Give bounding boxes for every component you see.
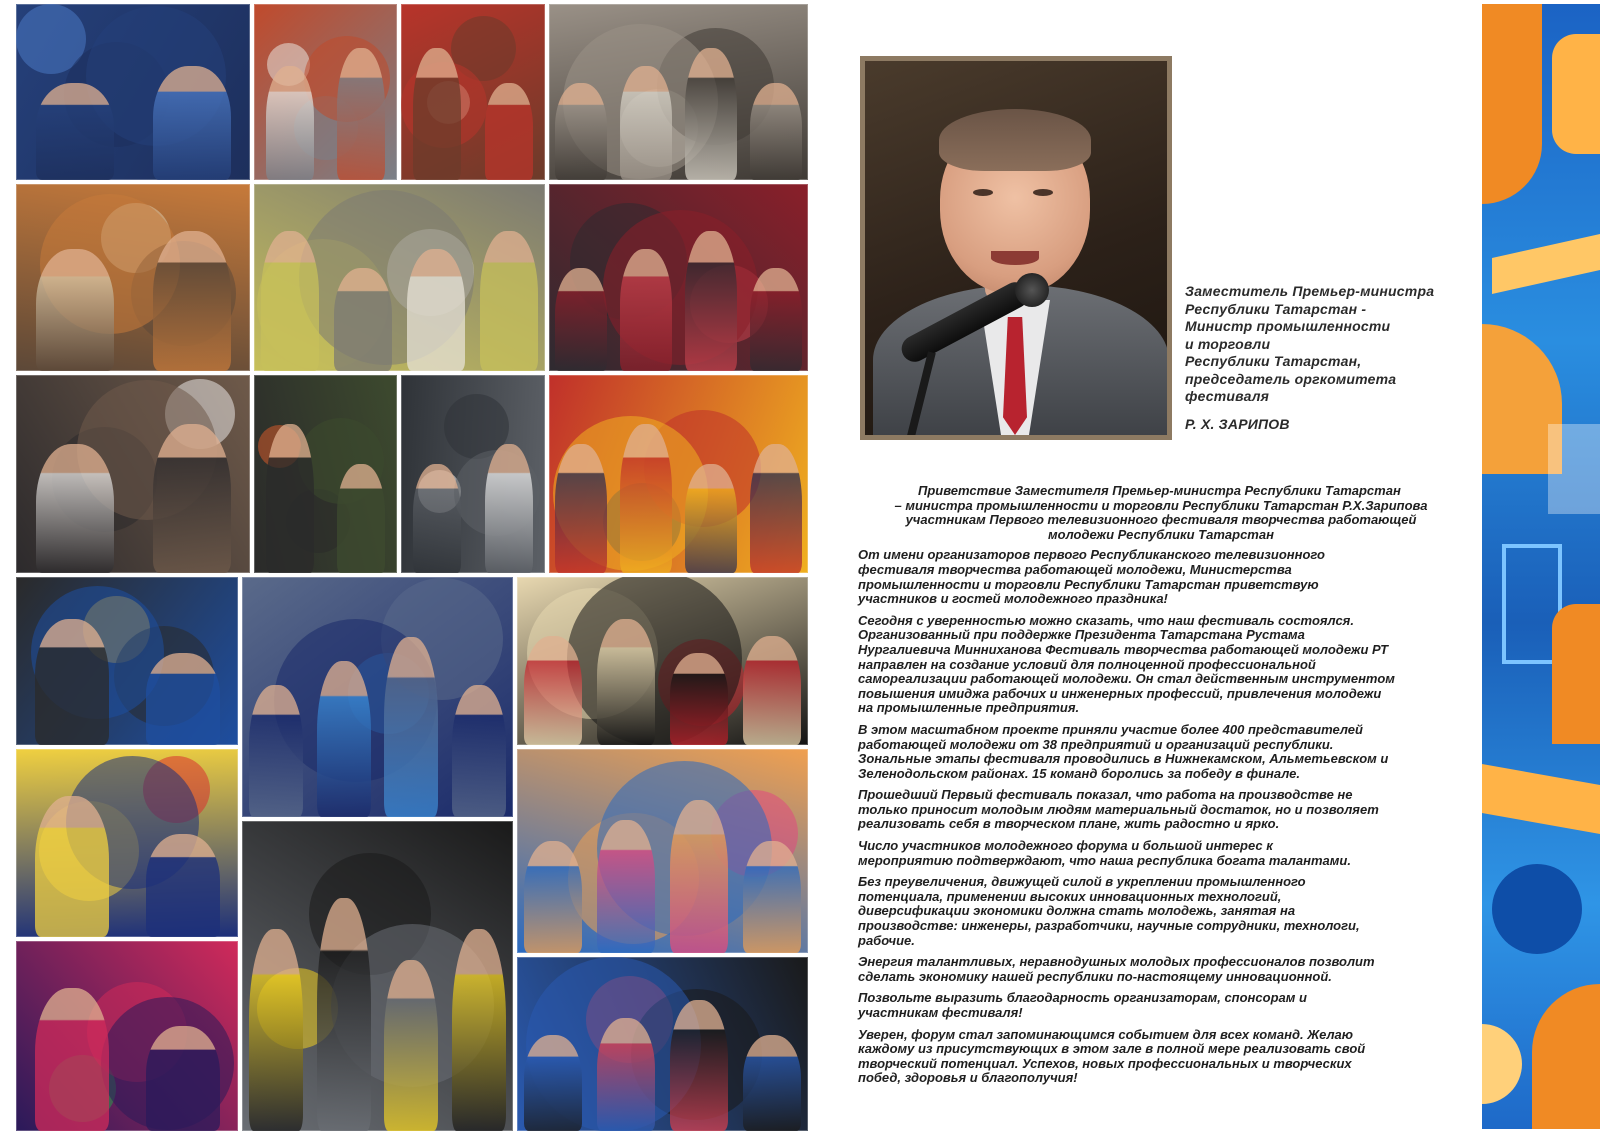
paragraph-line: Организованный при поддержке Президента Татарстана Рустама bbox=[858, 627, 1305, 643]
collage-photo bbox=[401, 375, 545, 573]
collage-photo bbox=[517, 749, 808, 953]
collage-photo bbox=[16, 4, 250, 180]
paragraph-line: на промышленные предприятия. bbox=[858, 700, 1080, 716]
caption-line: председатель оргкомитета bbox=[1185, 370, 1397, 387]
paragraph-line: побед, здоровья и благополучия! bbox=[858, 1070, 1078, 1086]
greeting-body bbox=[858, 548, 1464, 1086]
collage-photo bbox=[401, 4, 545, 180]
collage-photo bbox=[16, 184, 250, 371]
paragraph-line: Прошедший Первый фестиваль показал, что работа на производстве не bbox=[858, 787, 1353, 803]
paragraph-line: участникам фестиваля! bbox=[858, 1005, 1023, 1020]
portrait-caption bbox=[1185, 283, 1475, 433]
collage-photo bbox=[549, 4, 808, 180]
greeting-paragraph bbox=[858, 1028, 1464, 1086]
paragraph-line: участников и гостей молодежного праздника! bbox=[858, 591, 1168, 607]
paragraph-line: только приносит молодым людям материальный достаток, но и позволяет bbox=[858, 801, 1379, 817]
paragraph-line: Уверен, форум стал запоминающимся событием для всех команд. Желаю bbox=[858, 1026, 1354, 1042]
greeting-paragraph bbox=[858, 614, 1464, 716]
greeting-paragraph bbox=[858, 991, 1464, 1020]
heading-line: молодежи Республики Татарстан bbox=[1048, 526, 1274, 542]
collage-photo bbox=[16, 375, 250, 573]
collage-photo bbox=[254, 184, 545, 371]
collage-photo bbox=[242, 577, 513, 817]
greeting-paragraph bbox=[858, 788, 1464, 832]
paragraph-line: каждому из присутствующих в этом зале в полной мере реализовать свой bbox=[858, 1041, 1366, 1057]
paragraph-line: фестиваля творчества работающей молодежи, Министерства bbox=[858, 561, 1292, 577]
paragraph-line: направлен на создание условий для полноценной профессиональной bbox=[858, 656, 1316, 672]
paragraph-line: диверсификации экономики должна стать молодежь, занятая на bbox=[858, 903, 1296, 919]
caption-line: и торговли bbox=[1185, 335, 1271, 352]
collage-photo bbox=[549, 375, 808, 573]
paragraph-line: Сегодня с уверенностью можно сказать, что наш фестиваль состоялся. bbox=[858, 612, 1354, 628]
caption-name: Р. Х. ЗАРИПОВ bbox=[1185, 415, 1290, 432]
collage-photo bbox=[517, 577, 808, 745]
paragraph-line: повышения имиджа рабочих и инженерных профессий, привлечения молодежи bbox=[858, 685, 1382, 701]
paragraph-line: потенциала, применении высоких инновационных технологий, bbox=[858, 888, 1282, 904]
collage-photo bbox=[254, 375, 397, 573]
collage-photo bbox=[16, 941, 238, 1131]
caption-line: Заместитель Премьер-министра bbox=[1185, 283, 1435, 299]
paragraph-line: В этом масштабном проекте приняли участие более 400 представителей bbox=[858, 721, 1363, 737]
paragraph-line: Нургалиевича Минниханова Фестиваль творчества работающей молодежи РТ bbox=[858, 641, 1389, 657]
paragraph-line: работающей молодежи от 38 предприятий и организаций республики. bbox=[858, 736, 1334, 752]
collage-photo bbox=[16, 749, 238, 937]
paragraph-line: Без преувеличения, движущей силой в укреплении промышленного bbox=[858, 874, 1306, 890]
collage-photo bbox=[16, 577, 238, 745]
greeting-paragraph bbox=[858, 723, 1464, 781]
collage-photo bbox=[242, 821, 513, 1131]
paragraph-line: самореализации работающей молодежи. Он стал действенным инструментом bbox=[858, 671, 1395, 687]
paragraph-line: Позвольте выразить благодарность организаторам, спонсорам и bbox=[858, 990, 1307, 1006]
paragraph-line: рабочие. bbox=[858, 932, 915, 948]
caption-line: Министр промышленности bbox=[1185, 318, 1391, 334]
paragraph-line: Зональные этапы фестиваля проводились в Нижнекамском, Альметьевском и bbox=[858, 751, 1389, 767]
greeting-paragraph bbox=[858, 839, 1464, 868]
portrait-photo bbox=[865, 61, 1167, 435]
paragraph-line: Число участников молодежного форума и большой интерес к bbox=[858, 838, 1273, 854]
portrait-frame bbox=[860, 56, 1172, 440]
paragraph-line: производстве: инженеры, разработчики, научные сотрудники, технологи, bbox=[858, 918, 1360, 934]
caption-line: Республики Татарстан - bbox=[1185, 300, 1367, 317]
greeting-text bbox=[858, 484, 1464, 1086]
paragraph-line: Зеленодольском районах. 15 команд боролись за победу в финале. bbox=[858, 765, 1301, 781]
collage-photo bbox=[254, 4, 397, 180]
greeting-paragraph bbox=[858, 548, 1464, 606]
greeting-heading bbox=[858, 484, 1464, 542]
paragraph-line: сделать экономику нашей республики по-настоящему инновационной. bbox=[858, 968, 1332, 984]
heading-line: участникам Первого телевизионного фестиваля творчества работающей bbox=[905, 512, 1417, 528]
paragraph-line: От имени организаторов первого Республиканского телевизионного bbox=[858, 547, 1325, 563]
paragraph-line: Энергия талантливых, неравнодушных молодых профессионалов позволит bbox=[858, 954, 1375, 970]
paragraph-line: промышленности и торговли Республики Татарстан приветствую bbox=[858, 576, 1319, 592]
paragraph-line: реализовать себя в творческом плане, жить радостно и ярко. bbox=[858, 816, 1280, 832]
heading-line: Приветствие Заместителя Премьер-министра Республики Татарстан bbox=[918, 483, 1401, 498]
caption-line: Республики Татарстан, bbox=[1185, 353, 1362, 369]
heading-line: – министра промышленности и торговли Республики Татарстан Р.Х.Зарипова bbox=[894, 497, 1428, 513]
greeting-paragraph bbox=[858, 875, 1464, 948]
paragraph-line: творческий потенциал. Успехов, новых профессиональных и творческих bbox=[858, 1055, 1352, 1071]
collage-photo bbox=[549, 184, 808, 371]
paragraph-line: мероприятию подтверждают, что наша республика богата талантами. bbox=[858, 852, 1351, 868]
collage-photo bbox=[517, 957, 808, 1131]
decorative-strip bbox=[1482, 4, 1600, 1129]
greeting-paragraph bbox=[858, 955, 1464, 984]
caption-line: фестиваля bbox=[1185, 388, 1270, 404]
